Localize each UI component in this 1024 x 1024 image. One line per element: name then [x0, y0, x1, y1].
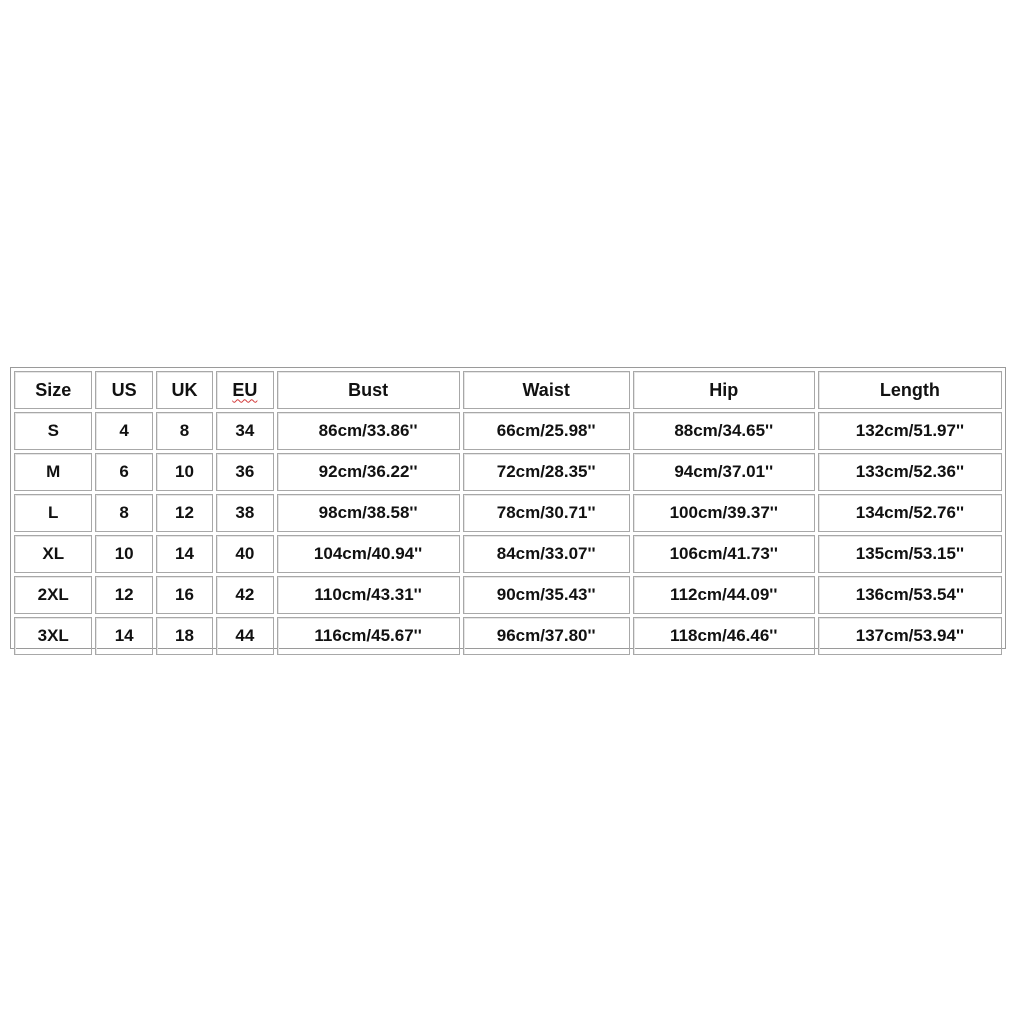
cell-bust: 116cm/45.67'' — [277, 617, 460, 655]
cell-bust: 92cm/36.22'' — [277, 453, 460, 491]
cell-waist: 96cm/37.80'' — [463, 617, 630, 655]
cell-hip: 112cm/44.09'' — [633, 576, 815, 614]
cell-length: 133cm/52.36'' — [818, 453, 1002, 491]
cell-size: XL — [14, 535, 92, 573]
header-waist: Waist — [463, 371, 630, 409]
cell-length: 132cm/51.97'' — [818, 412, 1002, 450]
header-uk: UK — [156, 371, 213, 409]
cell-bust: 110cm/43.31'' — [277, 576, 460, 614]
cell-hip: 100cm/39.37'' — [633, 494, 815, 532]
cell-bust: 98cm/38.58'' — [277, 494, 460, 532]
cell-hip: 94cm/37.01'' — [633, 453, 815, 491]
table-row — [14, 617, 1002, 655]
cell-uk: 14 — [156, 535, 213, 573]
cell-hip: 106cm/41.73'' — [633, 535, 815, 573]
cell-us: 8 — [95, 494, 152, 532]
table-row — [14, 535, 1002, 573]
size-table — [11, 368, 1005, 658]
cell-uk: 10 — [156, 453, 213, 491]
header-eu — [216, 371, 273, 409]
cell-hip: 118cm/46.46'' — [633, 617, 815, 655]
table-row — [14, 576, 1002, 614]
cell-waist: 78cm/30.71'' — [463, 494, 630, 532]
table-row — [14, 412, 1002, 450]
header-length: Length — [818, 371, 1002, 409]
cell-uk: 16 — [156, 576, 213, 614]
table-row — [14, 494, 1002, 532]
cell-waist: 72cm/28.35'' — [463, 453, 630, 491]
cell-size: L — [14, 494, 92, 532]
cell-length: 135cm/53.15'' — [818, 535, 1002, 573]
cell-uk: 8 — [156, 412, 213, 450]
cell-bust: 104cm/40.94'' — [277, 535, 460, 573]
cell-size: M — [14, 453, 92, 491]
header-row — [14, 371, 1002, 409]
cell-uk: 12 — [156, 494, 213, 532]
cell-waist: 90cm/35.43'' — [463, 576, 630, 614]
header-bust: Bust — [277, 371, 460, 409]
cell-length: 136cm/53.54'' — [818, 576, 1002, 614]
cell-size: S — [14, 412, 92, 450]
cell-bust: 86cm/33.86'' — [277, 412, 460, 450]
cell-eu: 38 — [216, 494, 273, 532]
cell-us: 14 — [95, 617, 152, 655]
cell-length: 134cm/52.76'' — [818, 494, 1002, 532]
cell-eu: 44 — [216, 617, 273, 655]
cell-size: 3XL — [14, 617, 92, 655]
cell-waist: 84cm/33.07'' — [463, 535, 630, 573]
header-eu-label: EU — [232, 379, 258, 400]
cell-us: 6 — [95, 453, 152, 491]
cell-us: 12 — [95, 576, 152, 614]
cell-eu: 36 — [216, 453, 273, 491]
header-size: Size — [14, 371, 92, 409]
cell-us: 4 — [95, 412, 152, 450]
cell-eu: 34 — [216, 412, 273, 450]
cell-uk: 18 — [156, 617, 213, 655]
cell-eu: 40 — [216, 535, 273, 573]
header-us: US — [95, 371, 152, 409]
cell-us: 10 — [95, 535, 152, 573]
cell-size: 2XL — [14, 576, 92, 614]
cell-waist: 66cm/25.98'' — [463, 412, 630, 450]
cell-hip: 88cm/34.65'' — [633, 412, 815, 450]
table-row — [14, 453, 1002, 491]
header-hip: Hip — [633, 371, 815, 409]
cell-eu: 42 — [216, 576, 273, 614]
cell-length: 137cm/53.94'' — [818, 617, 1002, 655]
size-chart-table — [10, 367, 1006, 649]
